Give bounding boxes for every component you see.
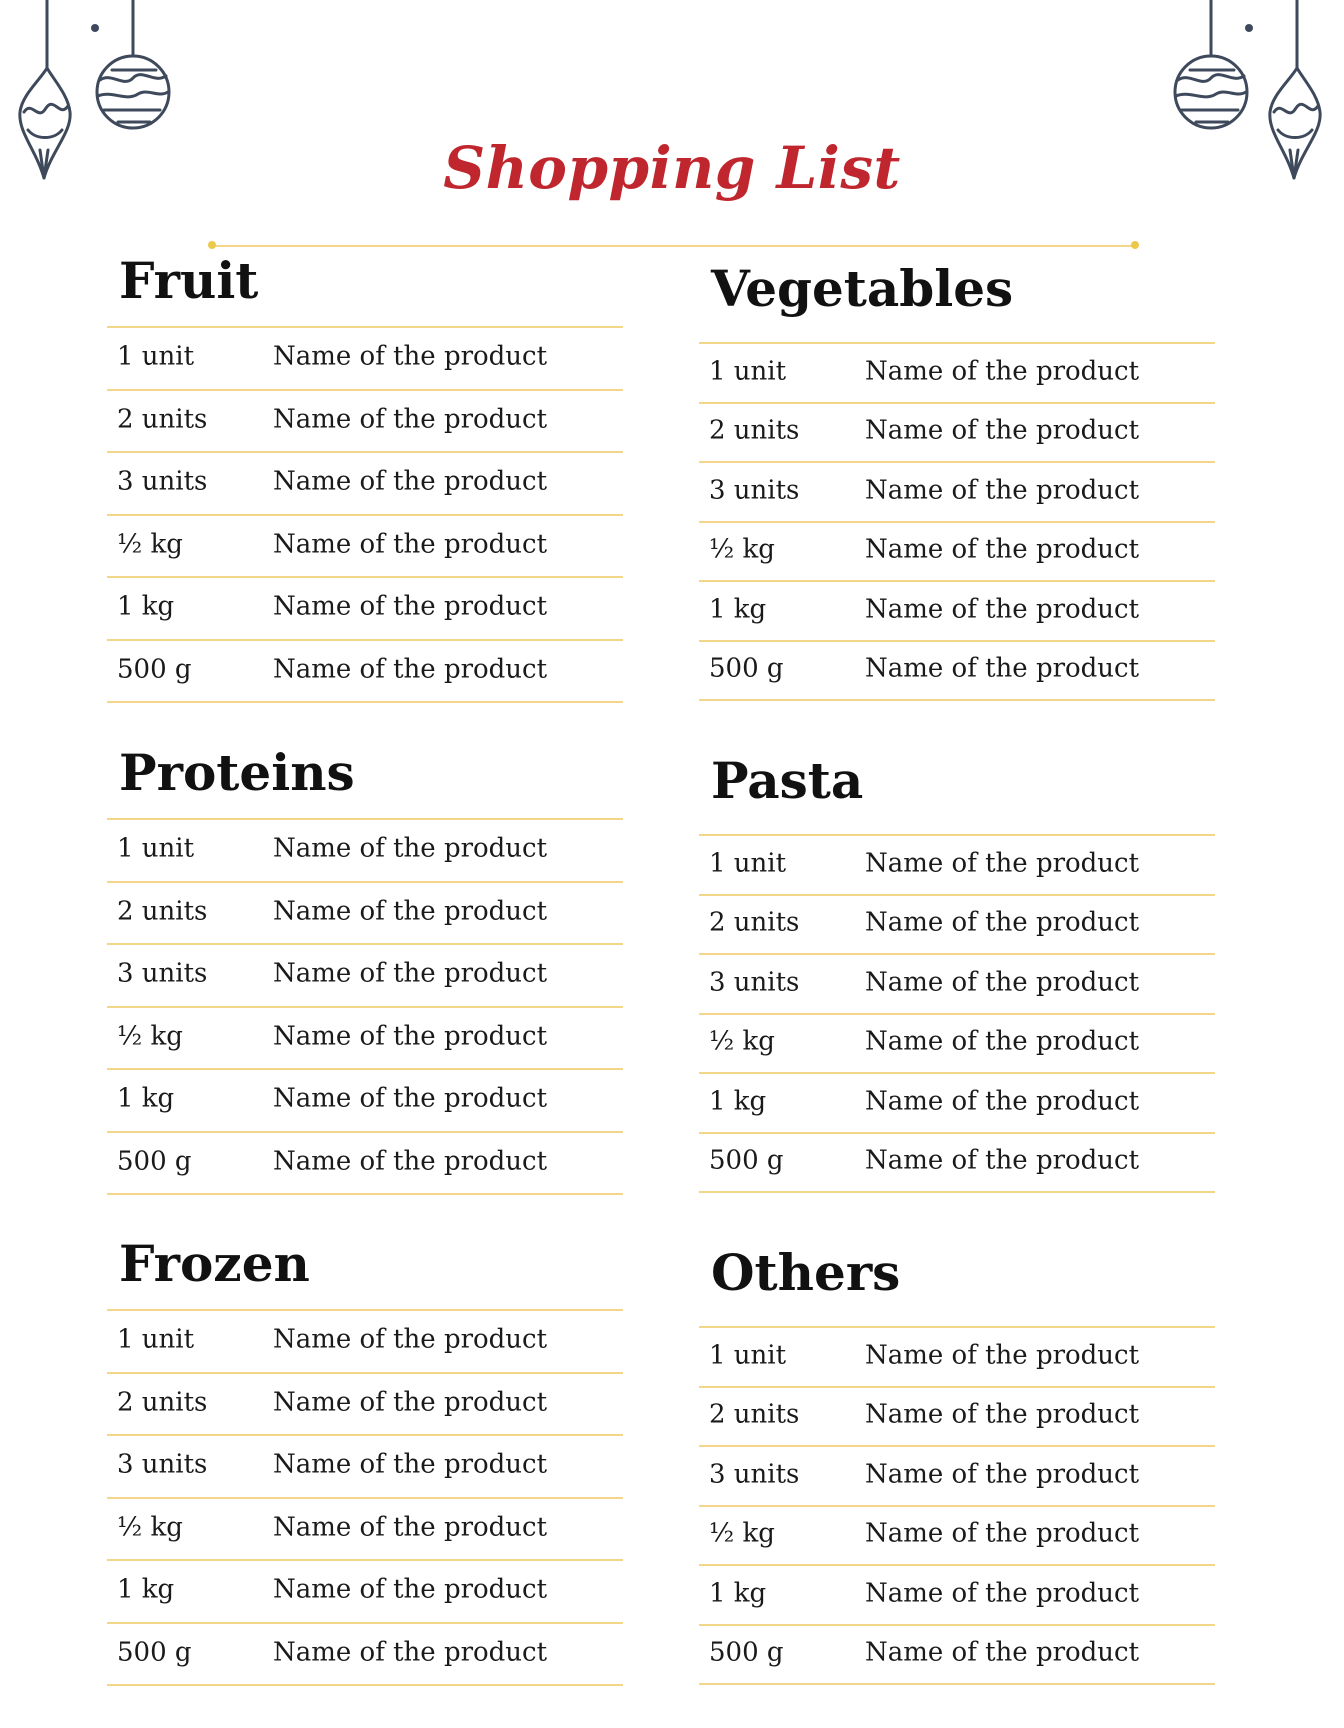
item-list [699,1326,1215,1685]
item-product-name: Name of the product [273,1021,548,1052]
list-item [699,404,1215,464]
list-item [699,1388,1215,1448]
section-heading: Vegetables [711,259,1014,318]
item-product-name: Name of the product [865,1459,1140,1490]
item-quantity: 1 unit [709,1340,787,1371]
item-quantity: 1 kg [709,1086,767,1117]
list-item [107,945,623,1008]
item-quantity: 1 unit [117,833,195,864]
list-item [107,1436,623,1499]
title-divider-dot-right [1131,241,1139,249]
list-item [699,1328,1215,1388]
list-item [107,1374,623,1437]
item-product-name: Name of the product [273,958,548,989]
item-product-name: Name of the product [865,967,1140,998]
list-item [107,1133,623,1196]
item-product-name: Name of the product [865,1637,1140,1668]
item-product-name: Name of the product [273,1512,548,1543]
item-product-name: Name of the product [273,1324,548,1355]
item-quantity: 2 units [709,415,800,446]
item-quantity: 3 units [709,1459,800,1490]
item-product-name: Name of the product [865,1026,1140,1057]
item-product-name: Name of the product [273,591,548,622]
item-product-name: Name of the product [865,356,1140,387]
item-quantity: 1 unit [709,356,787,387]
item-quantity: 2 units [117,1387,208,1418]
title-divider [211,245,1135,247]
list-item [699,463,1215,523]
list-item [107,453,623,516]
item-product-name: Name of the product [865,475,1140,506]
item-quantity: 3 units [117,1449,208,1480]
item-list [699,342,1215,701]
list-item [107,1311,623,1374]
item-quantity: 2 units [117,896,208,927]
item-quantity: 500 g [709,1637,784,1668]
item-list [699,834,1215,1193]
item-quantity: 500 g [709,653,784,684]
item-quantity: ½ kg [117,1512,183,1543]
item-product-name: Name of the product [865,1086,1140,1117]
item-product-name: Name of the product [273,1146,548,1177]
item-product-name: Name of the product [273,1083,548,1114]
list-item [699,896,1215,956]
item-quantity: 1 kg [117,1574,175,1605]
item-quantity: ½ kg [117,1021,183,1052]
list-item [107,578,623,641]
item-product-name: Name of the product [865,653,1140,684]
item-quantity: 500 g [117,1146,192,1177]
item-list [107,1309,623,1686]
item-quantity: 500 g [117,1637,192,1668]
item-quantity: 1 kg [709,1578,767,1609]
item-product-name: Name of the product [865,1578,1140,1609]
list-item [699,1074,1215,1134]
item-list [107,326,623,703]
section-heading: Proteins [119,743,355,802]
item-product-name: Name of the product [273,341,548,372]
item-quantity: 3 units [709,967,800,998]
list-item [107,641,623,704]
item-product-name: Name of the product [865,594,1140,625]
list-item [107,1561,623,1624]
section-heading: Frozen [119,1234,310,1293]
item-product-name: Name of the product [865,1399,1140,1430]
section-heading: Pasta [711,751,864,810]
item-quantity: 500 g [709,1145,784,1176]
item-quantity: ½ kg [709,1026,775,1057]
item-quantity: 2 units [709,907,800,938]
list-item [107,1008,623,1071]
item-product-name: Name of the product [865,907,1140,938]
item-product-name: Name of the product [865,1518,1140,1549]
item-product-name: Name of the product [273,466,548,497]
item-product-name: Name of the product [865,415,1140,446]
item-quantity: ½ kg [709,534,775,565]
item-product-name: Name of the product [273,1574,548,1605]
list-item [699,1507,1215,1567]
section-heading: Others [711,1243,901,1302]
item-quantity: 1 unit [117,1324,195,1355]
item-quantity: 1 unit [117,341,195,372]
list-item [107,883,623,946]
item-product-name: Name of the product [273,1449,548,1480]
item-product-name: Name of the product [273,529,548,560]
item-quantity: 3 units [117,466,208,497]
item-quantity: 1 unit [709,848,787,879]
item-product-name: Name of the product [865,1340,1140,1371]
item-quantity: ½ kg [117,529,183,560]
list-item [699,1015,1215,1075]
list-item [107,1070,623,1133]
item-product-name: Name of the product [273,1637,548,1668]
item-quantity: 1 kg [117,591,175,622]
list-item [699,582,1215,642]
item-quantity: 2 units [117,404,208,435]
item-product-name: Name of the product [273,1387,548,1418]
item-product-name: Name of the product [273,404,548,435]
list-item [107,820,623,883]
item-quantity: ½ kg [709,1518,775,1549]
item-product-name: Name of the product [273,833,548,864]
list-item [699,642,1215,702]
item-quantity: 1 kg [117,1083,175,1114]
item-quantity: 2 units [709,1399,800,1430]
list-item [699,523,1215,583]
list-item [699,1134,1215,1194]
page-title: Shopping List [443,134,901,202]
list-item [107,328,623,391]
item-quantity: 3 units [709,475,800,506]
list-item [699,1447,1215,1507]
item-quantity: 3 units [117,958,208,989]
list-item [107,516,623,579]
list-item [699,1626,1215,1686]
title-divider-dot-left [208,241,216,249]
item-product-name: Name of the product [273,654,548,685]
section-heading: Fruit [119,251,259,310]
list-item [699,836,1215,896]
list-item [699,344,1215,404]
item-product-name: Name of the product [865,534,1140,565]
item-product-name: Name of the product [273,896,548,927]
list-item [107,391,623,454]
item-product-name: Name of the product [865,1145,1140,1176]
list-item [699,1566,1215,1626]
list-item [699,955,1215,1015]
item-list [107,818,623,1195]
item-product-name: Name of the product [865,848,1140,879]
list-item [107,1499,623,1562]
list-item [107,1624,623,1687]
item-quantity: 500 g [117,654,192,685]
item-quantity: 1 kg [709,594,767,625]
